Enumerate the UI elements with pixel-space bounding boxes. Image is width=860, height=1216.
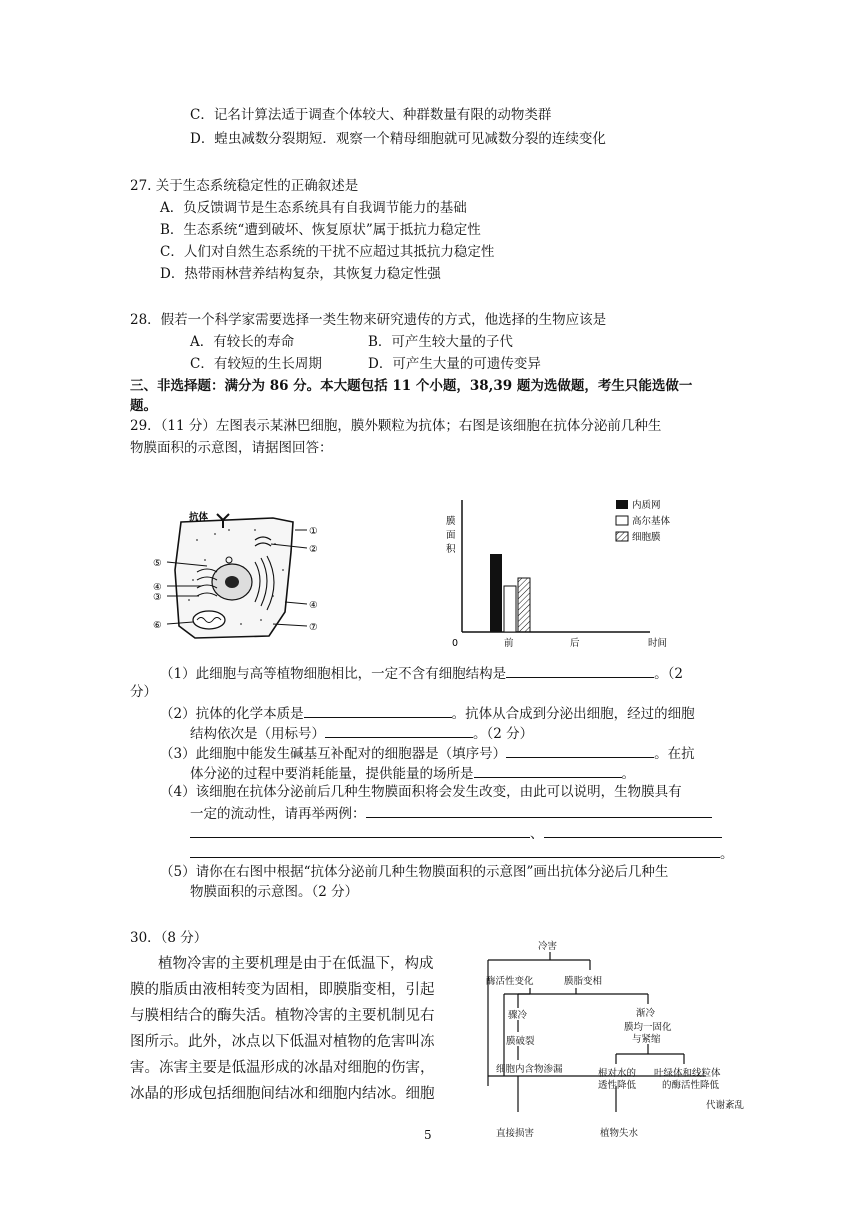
flow-chloro-2: 的酶活性降低 (662, 1080, 720, 1091)
label-2: ② (309, 544, 318, 555)
label-4-right: ④ (309, 600, 318, 611)
q30-line-6: 冰晶的形成包括细胞间结冰和细胞内结冰。细胞 (130, 1086, 435, 1102)
flow-leak: 细胞内含物渗漏 (496, 1064, 563, 1075)
y-axis-label-3: 积 (446, 544, 456, 555)
label-1: ① (309, 526, 318, 537)
q29-part1-cont: 分） (130, 684, 157, 700)
q28-stem: 28．假若一个科学家需要选择一类生物来研究遗传的方式，他选择的生物应该是 (130, 312, 607, 328)
q30-head: 30．（8 分） (130, 930, 208, 946)
answer-blank-4d[interactable] (190, 843, 720, 858)
q28-option-d: D．可产生大量的可遗传变异 (368, 356, 541, 372)
flow-metabolic: 代谢紊乱 (706, 1100, 745, 1111)
q27-option-b: B．生态系统“遭到破坏、恢复原状”属于抵抗力稳定性 (160, 222, 481, 238)
flow-chloro-1: 叶绿体和线粒体 (654, 1068, 721, 1079)
lymphocyte-cell-diagram (145, 500, 330, 645)
flow-lipid: 膜脂变相 (564, 976, 603, 987)
label-5: ⑤ (153, 558, 162, 569)
answer-blank-3a[interactable] (506, 743, 654, 758)
bar-membrane (518, 578, 530, 632)
q30-line-3: 与膜相结合的酶失活。植物冷害的主要机制见右 (130, 1008, 435, 1024)
q29-part4: （4）该细胞在抗体分泌前后几种生物膜面积将会发生改变，由此可以说明，生物膜具有 (160, 784, 682, 800)
label-6: ⑥ (153, 620, 162, 631)
label-3: ③ (153, 592, 162, 603)
flow-water-2: 透性降低 (598, 1080, 637, 1091)
answer-blank-2b[interactable] (325, 723, 473, 738)
q29-part4-cont: 一定的流动性，请再举两例： (190, 803, 712, 823)
legend-membrane: 细胞膜 (632, 532, 661, 543)
antibody-label: 抗体 (189, 512, 209, 523)
q28-option-c: C．有较短的生长周期 (190, 356, 322, 372)
answer-blank-2a[interactable] (304, 703, 452, 718)
answer-blank-4a[interactable] (366, 803, 712, 818)
q30-line-1: 植物冷害的主要机理是由于在低温下，构成 (158, 956, 434, 972)
q27-option-a: A．负反馈调节是生态系统具有自我调节能力的基础 (160, 200, 467, 216)
tick-after: 后 (570, 638, 580, 649)
q27-option-c: C．人们对自然生态系统的干扰不应超过其抵抗力稳定性 (160, 244, 495, 260)
flow-gradual: 渐冷 (636, 1008, 656, 1019)
q29-part4-line3: 。 (190, 843, 734, 863)
q27-stem: 27. 关于生态系统稳定性的正确叙述是 (130, 178, 359, 194)
section-heading: 三、非选择题：满分为 86 分。本大题包括 11 个小题，38,39 题为选做题，考生只能选做一 (130, 378, 693, 394)
label-4-left: ④ (153, 582, 162, 593)
flow-enzyme: 酶活性变化 (486, 976, 534, 987)
y-axis-label-1: 膜 (446, 516, 456, 527)
flow-water-1: 根对水的 (598, 1068, 637, 1079)
flow-cold: 冷害 (538, 941, 558, 952)
origin-label: 0 (452, 638, 459, 649)
q28-option-a: A．有较长的寿命 (190, 334, 295, 350)
y-axis-label-2: 面 (446, 530, 456, 541)
q26-option-c: C．记名计算法适于调查个体较大、种群数量有限的动物类群 (190, 107, 552, 123)
chilling-injury-flowchart (480, 936, 750, 1146)
q29-part2: （2）抗体的化学本质是 。抗体从合成到分泌出细胞，经过的细胞 (160, 703, 695, 723)
flow-mem-solid-2: 与紧缩 (632, 1034, 661, 1045)
q30-line-5: 害。冻害主要是低温形成的冰晶对细胞的伤害， (130, 1060, 435, 1076)
q28-option-b: B．可产生较大量的子代 (368, 334, 513, 350)
q29-part3: （3）此细胞中能发生碱基互补配对的细胞器是（填序号） 。在抗 (160, 743, 695, 763)
q29-part1: （1）此细胞与高等植物细胞相比，一定不含有细胞结构是 。（2 (160, 663, 683, 683)
flow-rupture: 膜破裂 (506, 1036, 535, 1047)
q29-part3-cont: 体分泌的过程中要消耗能量，提供能量的场所是 。 (190, 763, 635, 783)
q29-intro-cont: 物膜面积的示意图，请据图回答： (130, 440, 333, 456)
label-7: ⑦ (309, 622, 318, 633)
answer-blank-1[interactable] (506, 663, 654, 678)
q29-part5-cont: 物膜面积的示意图。（2 分） (190, 884, 359, 900)
q27-option-d: D．热带雨林营养结构复杂，其恢复力稳定性强 (160, 266, 441, 282)
answer-blank-4b[interactable] (190, 823, 530, 838)
q26-option-d: D．蝗虫减数分裂期短．观察一个精母细胞就可见减数分裂的连续变化 (190, 131, 606, 147)
membrane-area-chart (440, 490, 700, 650)
q30-line-2: 膜的脂质由液相转变为固相，即膜脂变相，引起 (130, 982, 435, 998)
x-axis-label: 时间 (648, 638, 668, 649)
flow-mem-solid-1: 膜均一固化 (624, 1022, 672, 1033)
answer-blank-4c[interactable] (544, 823, 722, 838)
q29-part2-cont: 结构依次是（用标号） 。（2 分） (190, 723, 533, 743)
legend-er: 内质网 (632, 500, 661, 511)
flow-dehydrate: 植物失水 (600, 1128, 639, 1139)
flow-sudden: 骤冷 (508, 1010, 528, 1021)
section-heading-cont: 题。 (130, 398, 157, 414)
q29-intro: 29．（11 分）左图表示某淋巴细胞，膜外颗粒为抗体；右图是该细胞在抗体分泌前几种生 (130, 418, 662, 434)
q29-part5: （5）请你在右图中根据“抗体分泌前几种生物膜面积的示意图”画出抗体分泌后几种生 (160, 864, 669, 880)
bar-er (490, 554, 502, 632)
tick-before: 前 (504, 638, 514, 649)
legend-golgi: 高尔基体 (632, 516, 671, 527)
q29-part4-line2: 、 (190, 823, 722, 843)
flow-direct: 直接损害 (496, 1128, 535, 1139)
answer-blank-3b[interactable] (474, 763, 622, 778)
bar-golgi (504, 586, 516, 632)
q30-line-4: 图所示。此外，冰点以下低温对植物的危害叫冻 (130, 1034, 435, 1050)
page-number: 5 (424, 1128, 432, 1142)
